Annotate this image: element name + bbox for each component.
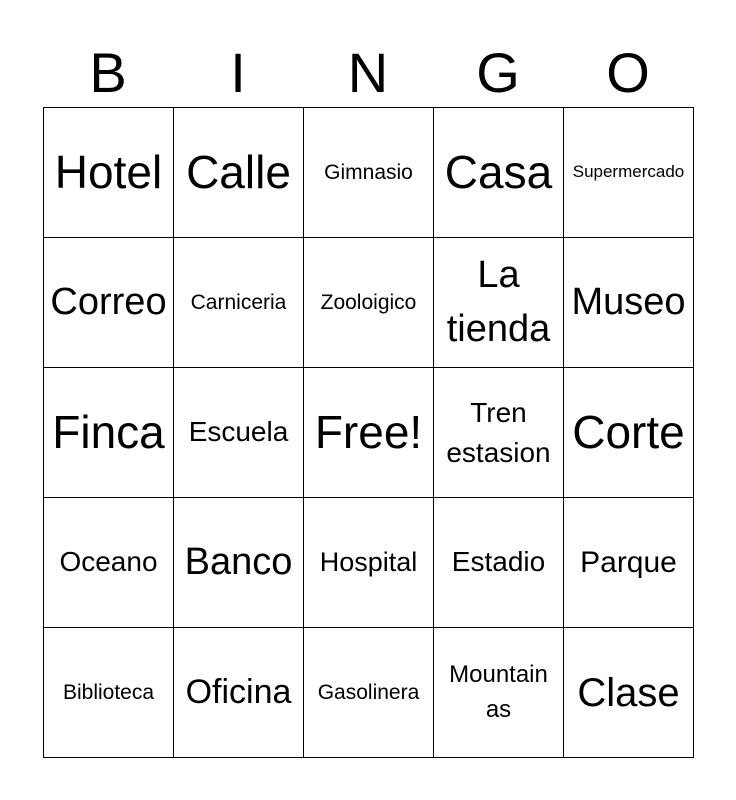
header-letter-b: B bbox=[89, 41, 127, 104]
header-letter-o: O bbox=[606, 41, 650, 104]
bingo-board bbox=[43, 107, 694, 758]
bingo-cell-r3-c3-free[interactable] bbox=[304, 368, 434, 498]
cell-text: Biblioteca bbox=[62, 680, 155, 704]
bingo-cell-r2-c2[interactable] bbox=[174, 238, 304, 368]
cell-text: Escuela bbox=[188, 416, 289, 448]
cell-text: Gimnasio bbox=[324, 160, 413, 184]
cell-text: Free! bbox=[314, 406, 423, 459]
bingo-cell-r2-c4[interactable] bbox=[434, 238, 564, 368]
bingo-cell-r3-c4[interactable] bbox=[434, 368, 564, 498]
bingo-cell-r2-c3[interactable] bbox=[304, 238, 434, 368]
cell-text: Gasolinera bbox=[317, 680, 420, 704]
bingo-cell-r4-c2[interactable] bbox=[174, 498, 304, 628]
bingo-cell-r2-c5[interactable] bbox=[564, 238, 694, 368]
bingo-cell-r4-c1[interactable] bbox=[44, 498, 174, 628]
cell-text: Hotel bbox=[54, 146, 163, 199]
bingo-cell-r1-c4[interactable] bbox=[434, 108, 564, 238]
bingo-cell-r2-c1[interactable] bbox=[44, 238, 174, 368]
header-letter-n: N bbox=[347, 41, 389, 104]
cell-text: Calle bbox=[186, 146, 291, 199]
bingo-cell-r3-c5[interactable] bbox=[564, 368, 694, 498]
bingo-cell-r1-c1[interactable] bbox=[44, 108, 174, 238]
cell-text: Mountain as bbox=[449, 660, 548, 723]
bingo-cell-r1-c2[interactable] bbox=[174, 108, 304, 238]
bingo-cell-r5-c4[interactable] bbox=[434, 628, 564, 758]
cell-text: Estadio bbox=[451, 546, 546, 578]
bingo-cell-r4-c4[interactable] bbox=[434, 498, 564, 628]
bingo-cell-r1-c3[interactable] bbox=[304, 108, 434, 238]
cell-text: Supermercado bbox=[572, 162, 685, 182]
bingo-cell-r5-c3[interactable] bbox=[304, 628, 434, 758]
cell-text: Parque bbox=[580, 546, 677, 579]
cell-text: Correo bbox=[50, 280, 167, 323]
cell-text: Zooloigico bbox=[320, 290, 417, 314]
bingo-cell-r1-c5[interactable] bbox=[564, 108, 694, 238]
cell-text: Finca bbox=[52, 406, 165, 459]
bingo-cell-r5-c5[interactable] bbox=[564, 628, 694, 758]
cell-text: La tienda bbox=[446, 254, 551, 350]
header-letter-g: G bbox=[476, 41, 520, 104]
cell-text: Tren estasion bbox=[446, 397, 551, 468]
cell-text: Oficina bbox=[185, 673, 292, 712]
bingo-cell-r5-c2[interactable] bbox=[174, 628, 304, 758]
bingo-cell-r4-c5[interactable] bbox=[564, 498, 694, 628]
bingo-cell-r3-c1[interactable] bbox=[44, 368, 174, 498]
cell-text: Carniceria bbox=[190, 290, 287, 314]
header-letter-i: I bbox=[230, 41, 246, 104]
cell-text: Hospital bbox=[319, 546, 418, 577]
cell-text: Corte bbox=[572, 406, 685, 459]
bingo-cell-r5-c1[interactable] bbox=[44, 628, 174, 758]
cell-text: Clase bbox=[577, 670, 680, 715]
bingo-header bbox=[43, 38, 693, 108]
bingo-cell-r4-c3[interactable] bbox=[304, 498, 434, 628]
cell-text: Casa bbox=[444, 146, 553, 199]
bingo-cell-r3-c2[interactable] bbox=[174, 368, 304, 498]
cell-text: Banco bbox=[184, 540, 293, 583]
cell-text: Oceano bbox=[59, 546, 158, 578]
cell-text: Museo bbox=[571, 280, 686, 323]
